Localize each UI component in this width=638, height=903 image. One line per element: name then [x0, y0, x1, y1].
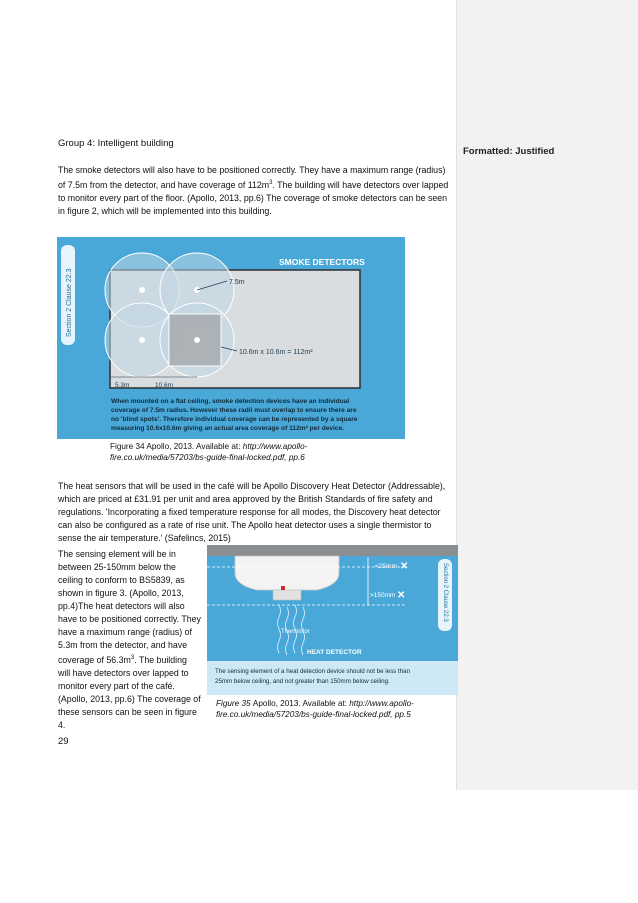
- paragraph-sensing-element: The sensing element will be in between 25-150mm below the ceiling to conform to BS5839, as shown in figure 3. (Apollo, 2013, pp.4)The heat detectors will also have to be positioned correctly. They have a maximum range (radius) of 5.3m from the detector, and have coverage of $56.3m^3$. The building will have detectors over lapped to monitor every part of the café. (Apollo, 2013, pp.6) The coverage of these sensors can be seen in figure 4.: [58, 549, 201, 730]
- detector-icon: [194, 337, 200, 343]
- figure-34-caption: Figure 34 Apollo, 2013. Available at: http://www.apollo-fire.co.uk/media/57203/bs-guide-final-locked.pdf, pp.6: [110, 442, 308, 462]
- area-label: 10.6m x 10.6m = 112m²: [239, 349, 313, 356]
- formatting-comment[interactable]: Formatted: Justified: [463, 146, 555, 157]
- dimension-label: 10.6m: [155, 382, 174, 389]
- detector-sensor-housing: [273, 590, 301, 600]
- smoke-detectors-title: SMOKE DETECTORS: [279, 257, 365, 267]
- detector-led: [281, 586, 285, 590]
- ceiling-bar: [207, 545, 458, 556]
- figure-note-line: The sensing element of a heat detection device should not be less than: [215, 668, 411, 675]
- dimension-label: 5.3m: [115, 382, 130, 389]
- smoke-detector-figure: [57, 237, 405, 439]
- section-heading: Group 4: Intelligent building: [58, 138, 174, 149]
- figure-note-line: coverage of 7.5m radius. However these radii must overlap to ensure there are: [111, 407, 357, 414]
- heat-detector-diagram: [207, 545, 458, 695]
- heat-detector-figure: [207, 545, 458, 695]
- figure-35-source-link[interactable]: http://www.apollo-fire.co.uk/media/57203/bs-guide-final-locked.pdf, pp.5: [216, 699, 414, 719]
- figure-note-line: 25mm below ceiling, and not greater than 150mm below ceiling.: [215, 678, 390, 685]
- figure-35-caption: Figure 35 Apollo, 2013. Available at: http://www.apollo-fire.co.uk/media/57203/bs-guide-final-locked.pdf, pp.5: [216, 699, 414, 719]
- page-number: 29: [58, 736, 69, 747]
- comment-margin-pane: [456, 0, 638, 790]
- radius-label: 7.5m: [229, 279, 245, 286]
- section-side-label: Section 2 Clause 22.3: [442, 563, 448, 622]
- detector-icon: [139, 287, 145, 293]
- detector-body: [235, 556, 339, 590]
- detector-icon: [139, 337, 145, 343]
- heat-detector-title: HEAT DETECTOR: [307, 649, 362, 656]
- cross-icon: ✕: [397, 590, 406, 601]
- figure-note-line: When mounted on a flat ceiling, smoke detection devices have an individual: [111, 398, 350, 405]
- figure-34-source-link[interactable]: http://www.apollo-fire.co.uk/media/57203/bs-guide-final-locked.pdf, pp.6: [110, 442, 308, 462]
- figure-note-line: measuring 10.6x10.6m giving an actual area coverage of 112m² per device.: [111, 425, 345, 432]
- measure-label-top: <25mm: [375, 563, 397, 570]
- smoke-detector-diagram: [57, 237, 405, 439]
- paragraph-heat-sensors: The heat sensors that will be used in the café will be Apollo Discovery Heat Detector (Addressable), which are priced at £31.91 per unit and area approved by the British Standards of fire safety and regulations. 'Incorporating a fixed temperature response for all modes, the Discovery heat detector can also be configured as a rate of rise unit. The Apollo heat detector uses a single thermistor to sense the air temperature.' (Safelincs, 2015): [58, 481, 446, 543]
- cross-icon: ✕: [400, 561, 409, 572]
- paragraph-smoke-detectors: The smoke detectors will also have to be positioned correctly. They have a maximum range (radius) of 7.5m from the detector, and have coverage of $112m^3$. The building will have detectors over lapped to monitor every part of the floor. (Apollo, 2013, pp.6) The coverage of smoke detectors can be seen in figure 2, which will be implemented into this building.: [58, 165, 449, 216]
- section-side-label: Section 2 Clause 22.3: [66, 268, 73, 337]
- figure-note-line: no 'blind spots'. Therefore individual coverage can be represented by a square: [111, 416, 358, 423]
- measure-label-bottom: >150mm: [370, 592, 396, 599]
- thermistor-label: Thermistor: [281, 629, 310, 635]
